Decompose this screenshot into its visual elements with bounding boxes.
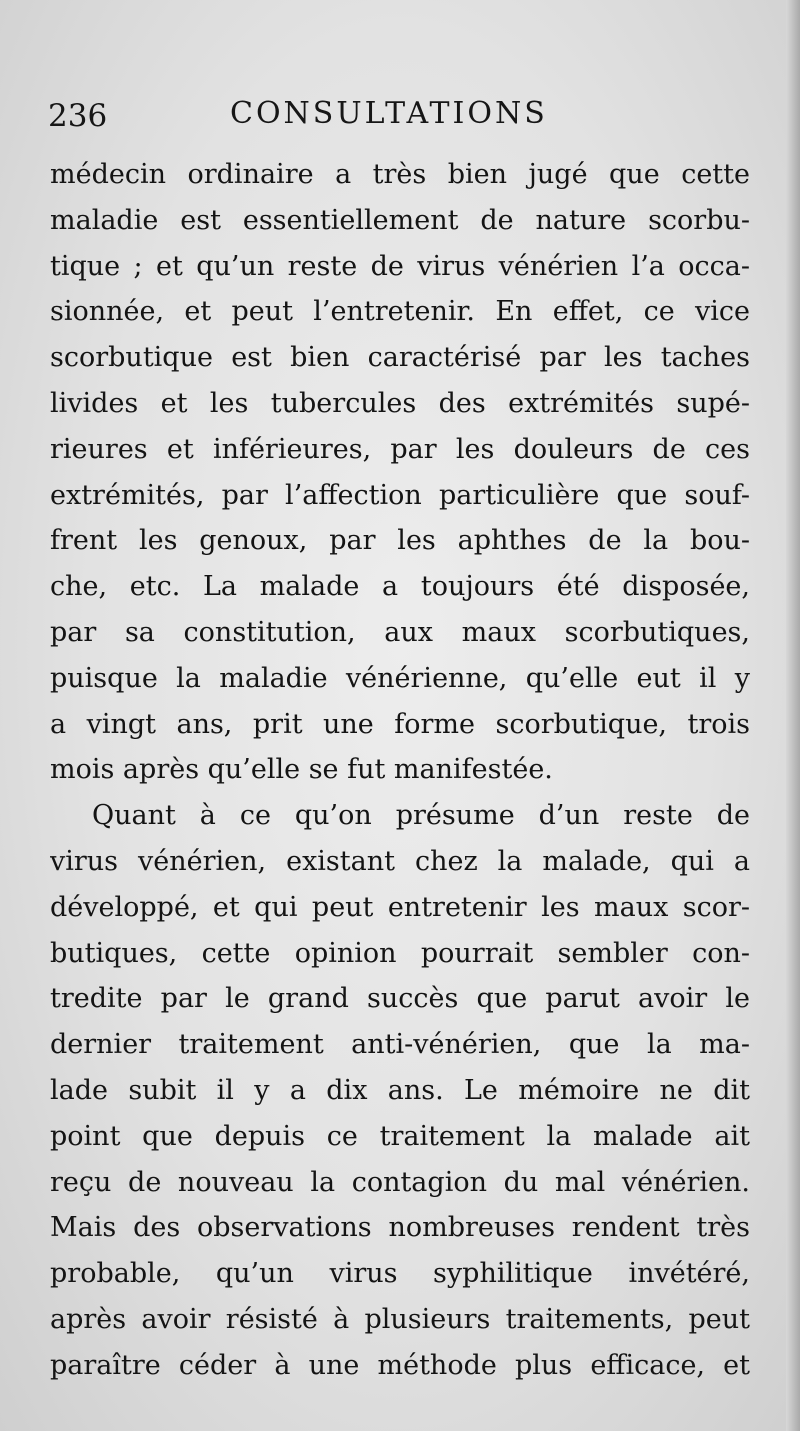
text-line: scorbutique est bien caractérisé par les taches	[50, 342, 750, 374]
text-line: probable, qu’un virus syphilitique invétéré,	[50, 1258, 750, 1290]
text-line: maladie est essentiellement de nature scorbu-	[50, 204, 750, 236]
text-line: che, etc. La malade a toujours été disposée,	[50, 571, 750, 603]
text-line: butiques, cette opinion pourrait sembler con-	[50, 937, 750, 969]
text-line: lade subit il y a dix ans. Le mémoire ne dit	[50, 1074, 750, 1106]
text-line: reçu de nouveau la contagion du mal vénérien.	[50, 1166, 750, 1198]
text-line: puisque la maladie vénérienne, qu’elle eut il y	[50, 662, 750, 694]
text-line: médecin ordinaire a très bien jugé que cette	[50, 159, 750, 190]
text-line: extrémités, par l’affection particulière que souf-	[50, 479, 750, 511]
text-line: a vingt ans, prit une forme scorbutique, trois	[50, 708, 750, 740]
body-text	[50, 152, 750, 1389]
text-line: sionnée, et peut l’entretenir. En effet, ce vice	[50, 296, 750, 328]
paragraph-start-line: Quant à ce qu’on présume d’un reste de	[92, 800, 750, 832]
text-line: frent les genoux, par les aphthes de la bou-	[50, 525, 750, 557]
text-line: point que depuis ce traitement la malade ait	[50, 1120, 750, 1152]
running-head: CONSULTATIONS	[230, 96, 548, 131]
text-line: dernier traitement anti-vénérien, que la ma-	[50, 1029, 750, 1061]
text-line: après avoir résisté à plusieurs traitements, peut	[50, 1303, 750, 1335]
text-line: développé, et qui peut entretenir les maux scor-	[50, 891, 750, 923]
page-header	[48, 96, 748, 146]
text-line: paraître céder à une méthode plus efficace, et	[50, 1349, 750, 1381]
paragraph-end-line: mois après qu’elle se fut manifestée.	[50, 754, 553, 786]
text-line: par sa constitution, aux maux scorbutiques,	[50, 616, 750, 648]
page-number: 236	[48, 98, 108, 134]
text-line: livides et les tubercules des extrémités supé-	[50, 387, 750, 419]
text-line: Mais des observations nombreuses rendent très	[50, 1212, 750, 1244]
page-edge-shadow	[786, 0, 800, 1431]
text-line: virus vénérien, existant chez la malade, qui a	[50, 845, 750, 877]
text-line: rieures et inférieures, par les douleurs de ces	[50, 433, 750, 465]
text-line: tique ; et qu’un reste de virus vénérien l’a occa-	[50, 250, 750, 282]
text-line: tredite par le grand succès que parut avoir le	[50, 983, 750, 1015]
